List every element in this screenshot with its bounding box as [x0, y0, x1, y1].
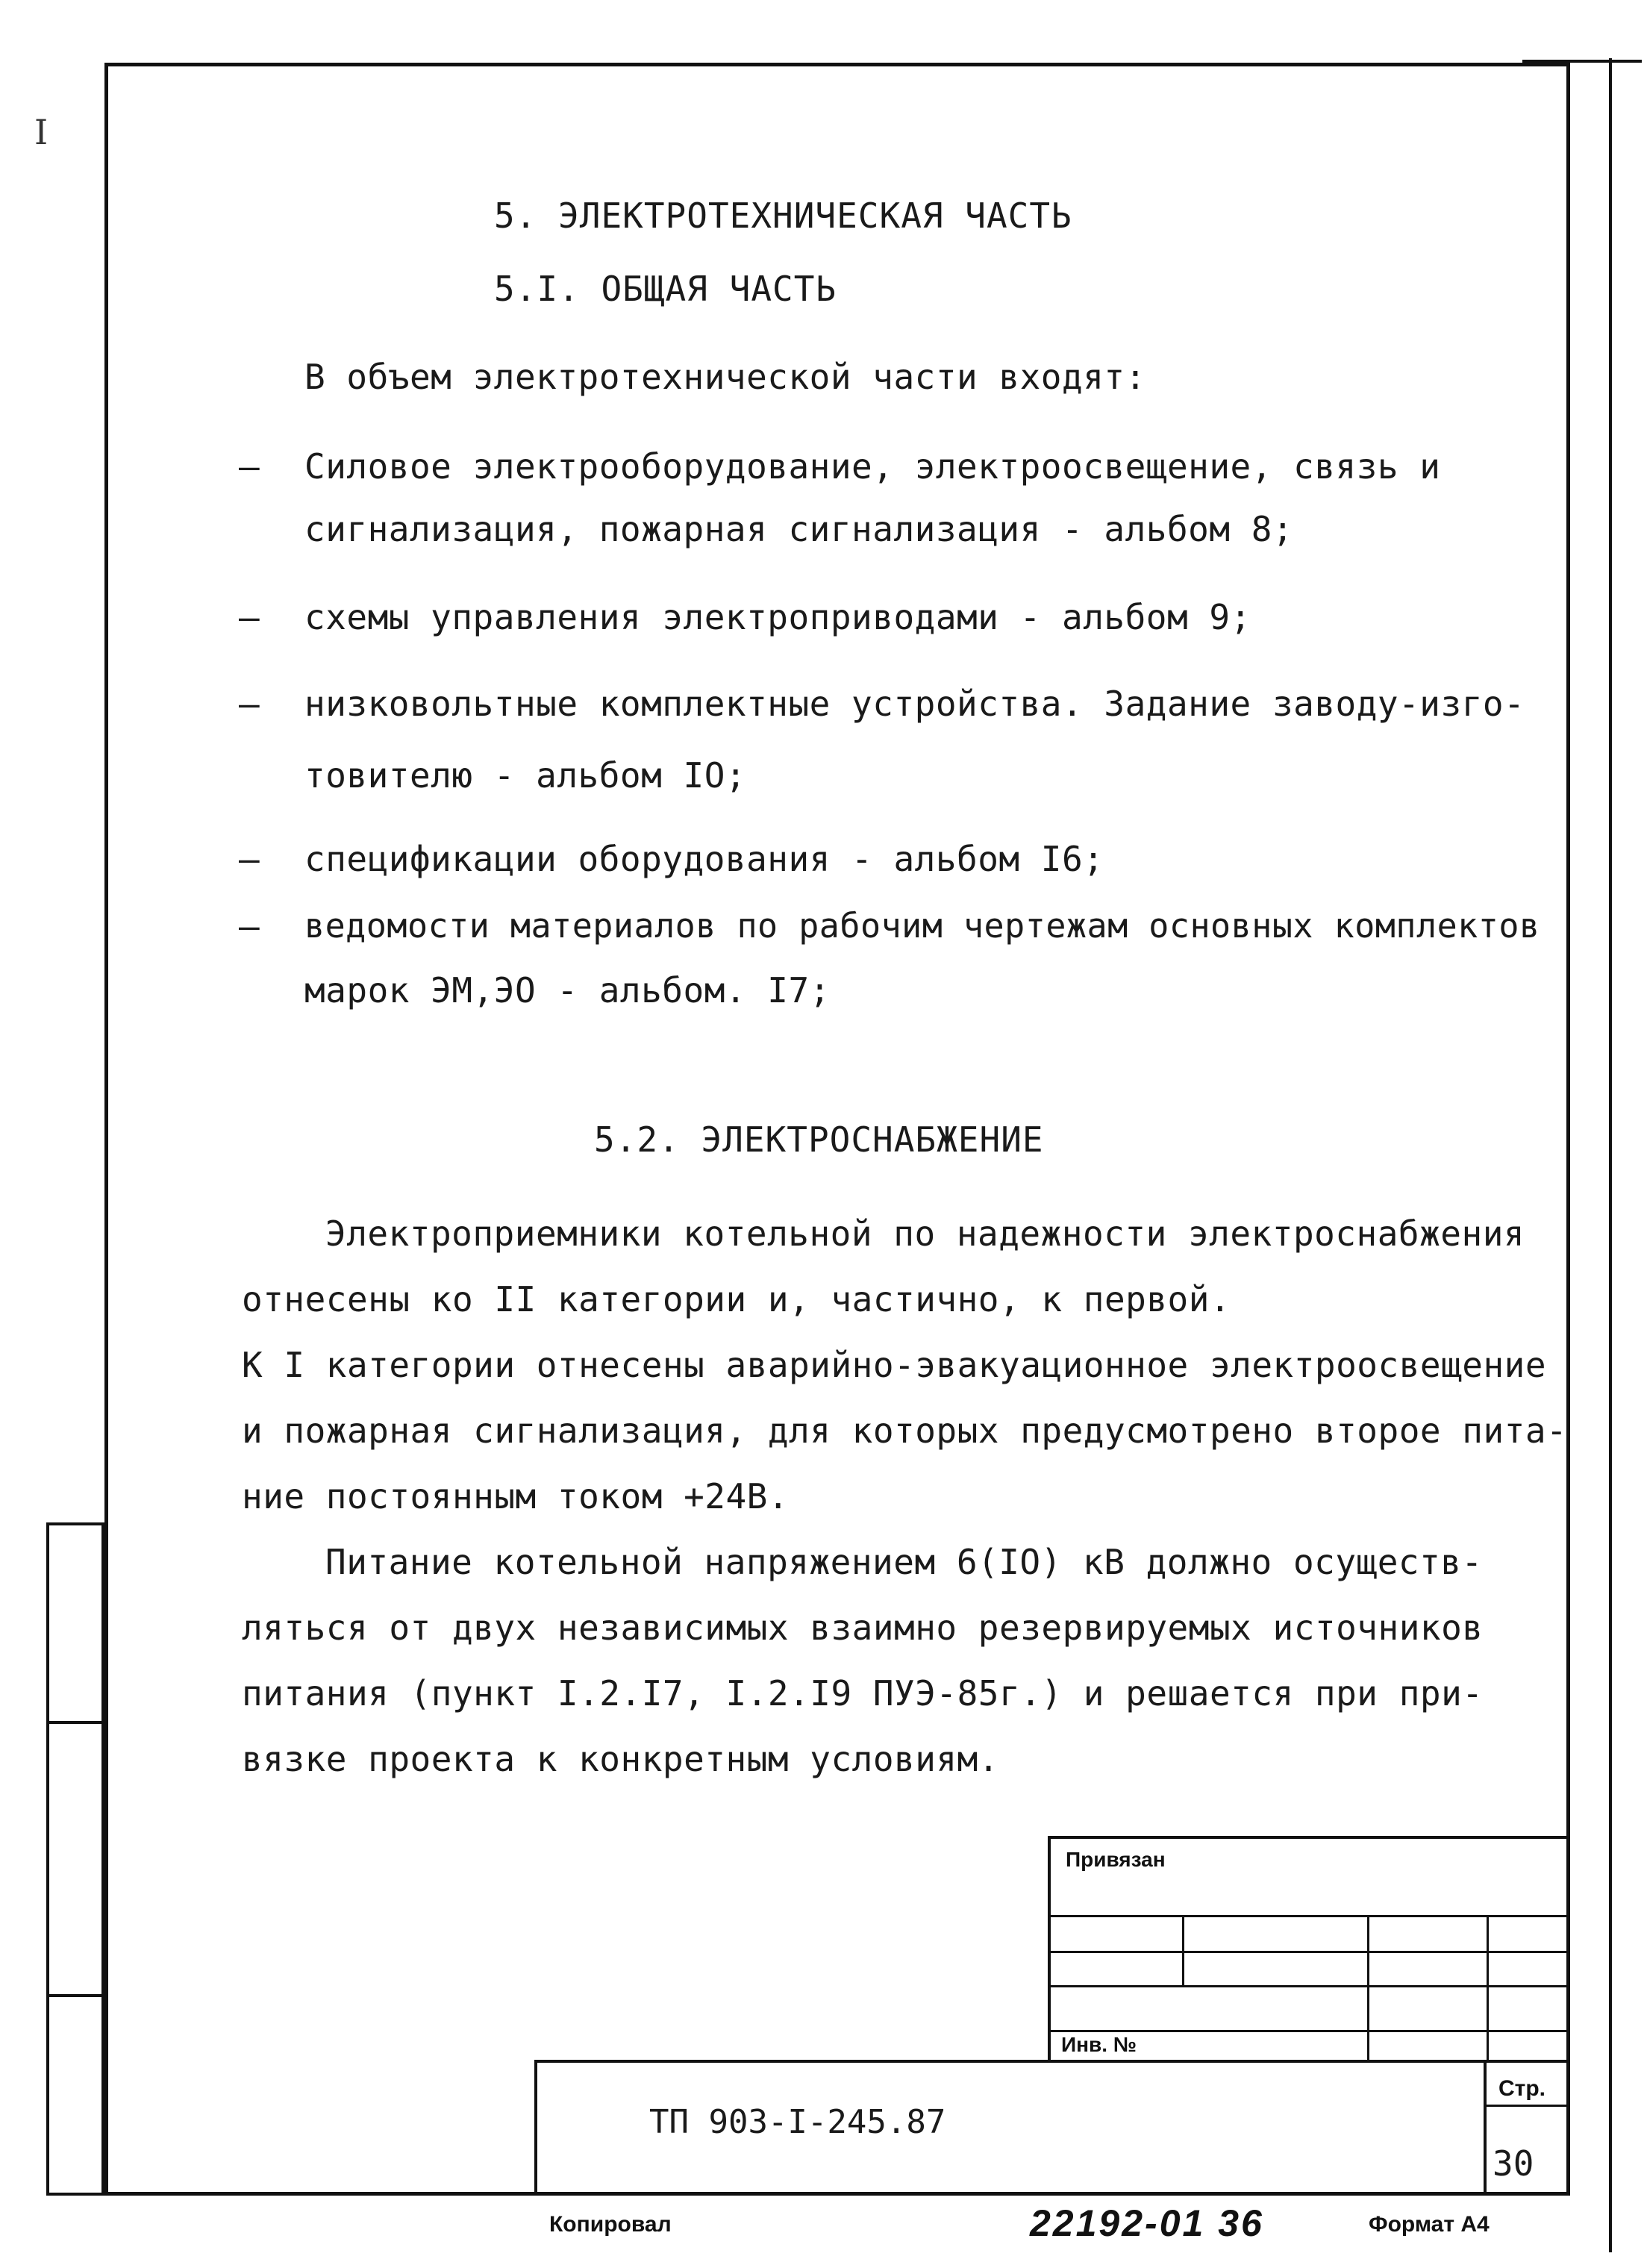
margin-stamp-box — [46, 1721, 104, 1997]
attached-label: Привязан — [1066, 1848, 1166, 1871]
tb-border — [1487, 1915, 1489, 2061]
tb-border — [1048, 1836, 1570, 1839]
text-line: ляться от двух независимых взаимно резервируемых источников — [242, 1608, 1484, 1648]
tb-border — [1484, 2060, 1487, 2196]
text-line: питания (пункт I.2.I7, I.2.I9 ПУЭ-85г.) и решается при при- — [242, 1673, 1484, 1714]
list-item-line: схемы управления электроприводами - альбом 9; — [304, 597, 1251, 637]
tb-border — [1048, 1985, 1570, 1987]
corner-mark: I — [34, 112, 49, 152]
text-line: отнесены ко II категории и, частично, к первой. — [242, 1279, 1231, 1319]
list-dash: – — [239, 684, 260, 724]
tb-border — [1182, 1915, 1184, 1987]
sheet-label: Стр. — [1498, 2076, 1546, 2101]
format-label: Формат А4 — [1369, 2212, 1490, 2237]
tb-border — [1048, 1836, 1051, 2060]
list-item-line: спецификации оборудования - альбом I6; — [304, 839, 1104, 879]
margin-stamp-box — [46, 1994, 104, 2196]
section-title: 5. ЭЛЕКТРОТЕХНИЧЕСКАЯ ЧАСТЬ — [494, 196, 1072, 236]
list-dash: – — [239, 839, 260, 879]
document-code: ТП 903-I-245.87 — [649, 2103, 946, 2141]
tb-border — [534, 2060, 537, 2196]
list-dash: – — [239, 597, 260, 637]
margin-stamp-box — [46, 1522, 104, 1724]
text-line: ние постоянным током +24В. — [242, 1476, 790, 1516]
inv-label: Инв. № — [1061, 2033, 1137, 2056]
tb-border — [1048, 2030, 1570, 2032]
list-item-line: марок ЭМ,ЭО - альбом. I7; — [304, 970, 831, 1010]
list-item-line: товителю - альбом IO; — [304, 755, 747, 796]
list-dash: – — [239, 446, 260, 487]
right-edge-line — [1609, 58, 1612, 2252]
intro-text: В объем электротехнической части входят: — [304, 357, 1146, 397]
list-item-line: Силовое электрооборудование, электроосвещение, связь и — [304, 446, 1441, 487]
tb-border — [1484, 2105, 1570, 2107]
text-line: Электроприемники котельной по надежности электроснабжения — [325, 1213, 1525, 1254]
subsection-2-title: 5.2. ЭЛЕКТРОСНАБЖЕНИЕ — [594, 1119, 1044, 1160]
sheet-number: 30 — [1493, 2143, 1534, 2184]
tb-border — [1048, 1951, 1570, 1953]
text-line: вязке проекта к конкретным условиям. — [242, 1739, 999, 1779]
copied-label: Копировал — [549, 2212, 672, 2237]
tb-border — [1367, 1915, 1369, 2061]
text-line: Питание котельной напряжением 6(IO) кВ должно осуществ- — [325, 1542, 1483, 1582]
order-number: 22192-01 36 — [1030, 2202, 1264, 2244]
list-item-line: сигнализация, пожарная сигнализация - альбом 8; — [304, 509, 1294, 549]
text-line: и пожарная сигнализация, для которых предусмотрено второе пита- — [242, 1411, 1568, 1451]
tb-border — [534, 2060, 1570, 2063]
tb-border — [1048, 1915, 1570, 1917]
list-dash: – — [239, 906, 260, 946]
list-item-line: низковольтные комплектные устройства. Задание заводу-изго- — [304, 684, 1525, 724]
text-line: К I категории отнесены аварийно-эвакуационное электроосвещение — [242, 1345, 1547, 1385]
top-edge-line — [1522, 60, 1642, 63]
list-item-line: ведомости материалов по рабочим чертежам основных комплектов — [304, 906, 1540, 946]
subsection-1-title: 5.I. ОБЩАЯ ЧАСТЬ — [494, 269, 837, 309]
